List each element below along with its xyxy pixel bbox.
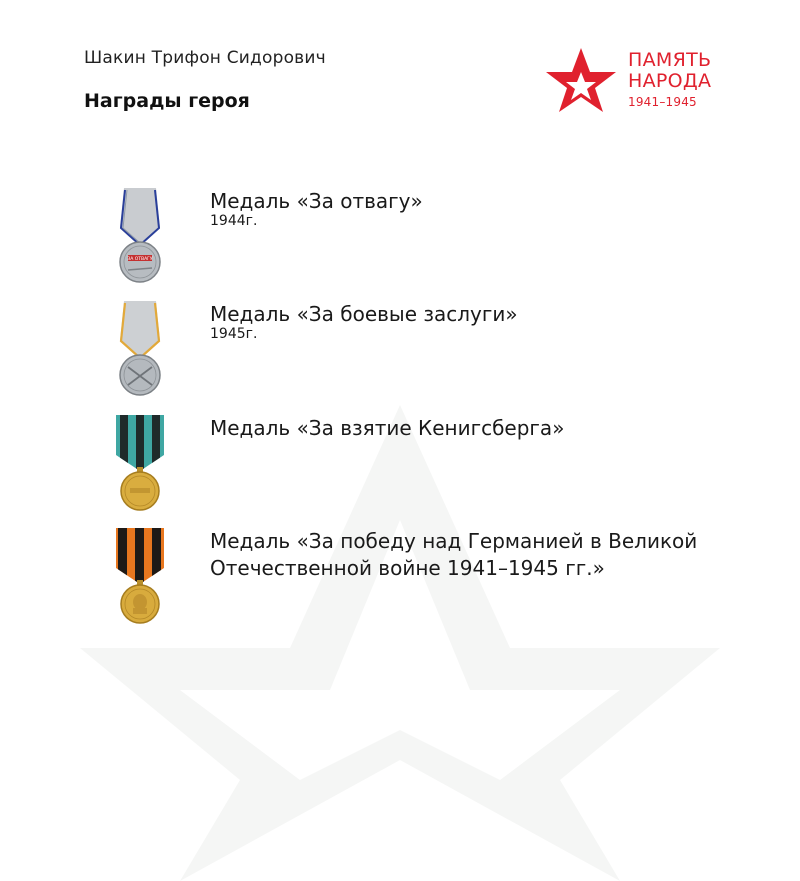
award-item[interactable] [108,415,728,515]
award-title: Медаль «За боевые заслуги» [210,302,518,326]
logo-line-2: НАРОДА [628,70,712,92]
red-star-icon [546,46,616,114]
award-item[interactable] [108,188,728,288]
award-title: Медаль «За взятие Кенигсберга» [210,416,565,440]
award-title: Медаль «За победу над Германией в Великой Отечественной войне 1941–1945 гг.» [210,529,698,580]
award-year: 1944г. [210,213,258,229]
pamyat-naroda-logo[interactable] [546,46,736,118]
award-item[interactable] [108,301,728,401]
person-name: Шакин Трифон Сидорович [84,48,326,68]
medal-victory-over-germany-icon [108,528,172,628]
logo-line-1: ПАМЯТЬ [628,49,712,71]
logo-years: 1941–1945 [628,95,697,109]
medal-for-courage-icon [108,188,172,288]
award-item[interactable] [108,528,728,628]
section-title: Награды героя [84,90,250,112]
medal-for-battle-merit-icon [108,301,172,401]
medal-capture-of-koenigsberg-icon [108,415,172,515]
award-title: Медаль «За отвагу» [210,189,423,213]
award-year: 1945г. [210,326,258,342]
svg-text:ЗА ОТВАГУ: ЗА ОТВАГУ [127,257,153,262]
